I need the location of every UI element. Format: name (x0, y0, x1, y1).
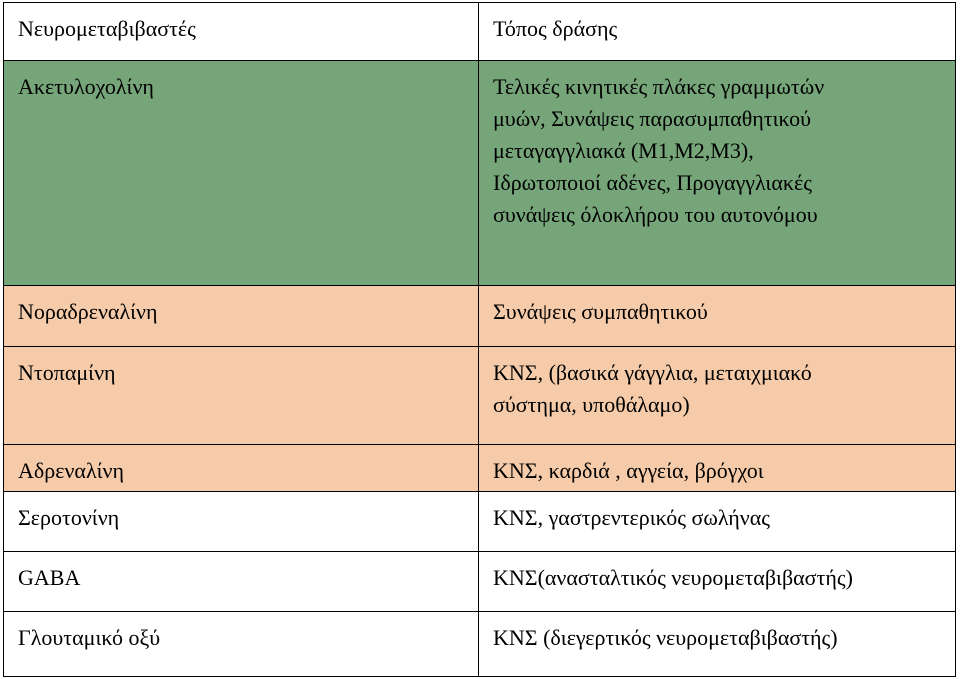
site-line: ΚΝΣ, καρδιά , αγγεία, βρόγχοι (493, 458, 764, 483)
site-cell (479, 61, 956, 286)
site-line: ΚΝΣ (διεγερτικός νευρομεταβιβαστής) (493, 625, 838, 650)
neurotransmitter-cell: Νοραδρεναλίνη (4, 286, 479, 347)
header-site-of-action: Τόπος δράσης (479, 3, 956, 61)
neurotransmitter-cell: Ντοπαμίνη (4, 347, 479, 445)
site-line: Τελικές κινητικές πλάκες γραμμωτών (493, 74, 825, 99)
neurotransmitter-table (3, 2, 956, 677)
site-cell (479, 612, 956, 677)
neurotransmitter-cell: GABA (4, 552, 479, 612)
site-cell (479, 492, 956, 552)
table-row (4, 286, 956, 347)
neurotransmitter-cell: Σεροτονίνη (4, 492, 479, 552)
neurotransmitter-cell: Γλουταμικό οξύ (4, 612, 479, 677)
neurotransmitter-cell: Ακετυλοχολίνη (4, 61, 479, 286)
table-row (4, 612, 956, 677)
table-row (4, 61, 956, 286)
table-header-row (4, 3, 956, 61)
site-line: ΚΝΣ, (βασικά γάγγλια, μεταιχμιακό (493, 360, 812, 385)
site-line: μυών, Συνάψεις παρασυμπαθητικού (493, 106, 812, 131)
site-line: Ιδρωτοποιοί αδένες, Προγαγγλιακές (493, 170, 812, 195)
site-line: ΚΝΣ, γαστρεντερικός σωλήνας (493, 505, 770, 530)
site-line: Συνάψεις συμπαθητικού (493, 299, 708, 324)
table-row (4, 552, 956, 612)
site-cell (479, 286, 956, 347)
site-line: σύστημα, υποθάλαμο) (493, 392, 690, 417)
site-line: ΚΝΣ(ανασταλτικός νευρομεταβιβαστής) (493, 565, 853, 590)
neurotransmitter-cell: Αδρεναλίνη (4, 445, 479, 492)
site-cell (479, 347, 956, 445)
site-line: συνάψεις όλοκλήρου του αυτονόμου (493, 202, 818, 227)
site-line: μεταγαγγλιακά (M1,M2,M3), (493, 138, 754, 163)
header-neurotransmitters: Νευρομεταβιβαστές (4, 3, 479, 61)
table-row (4, 492, 956, 552)
site-cell (479, 552, 956, 612)
table-row (4, 445, 956, 492)
site-cell (479, 445, 956, 492)
table-row (4, 347, 956, 445)
